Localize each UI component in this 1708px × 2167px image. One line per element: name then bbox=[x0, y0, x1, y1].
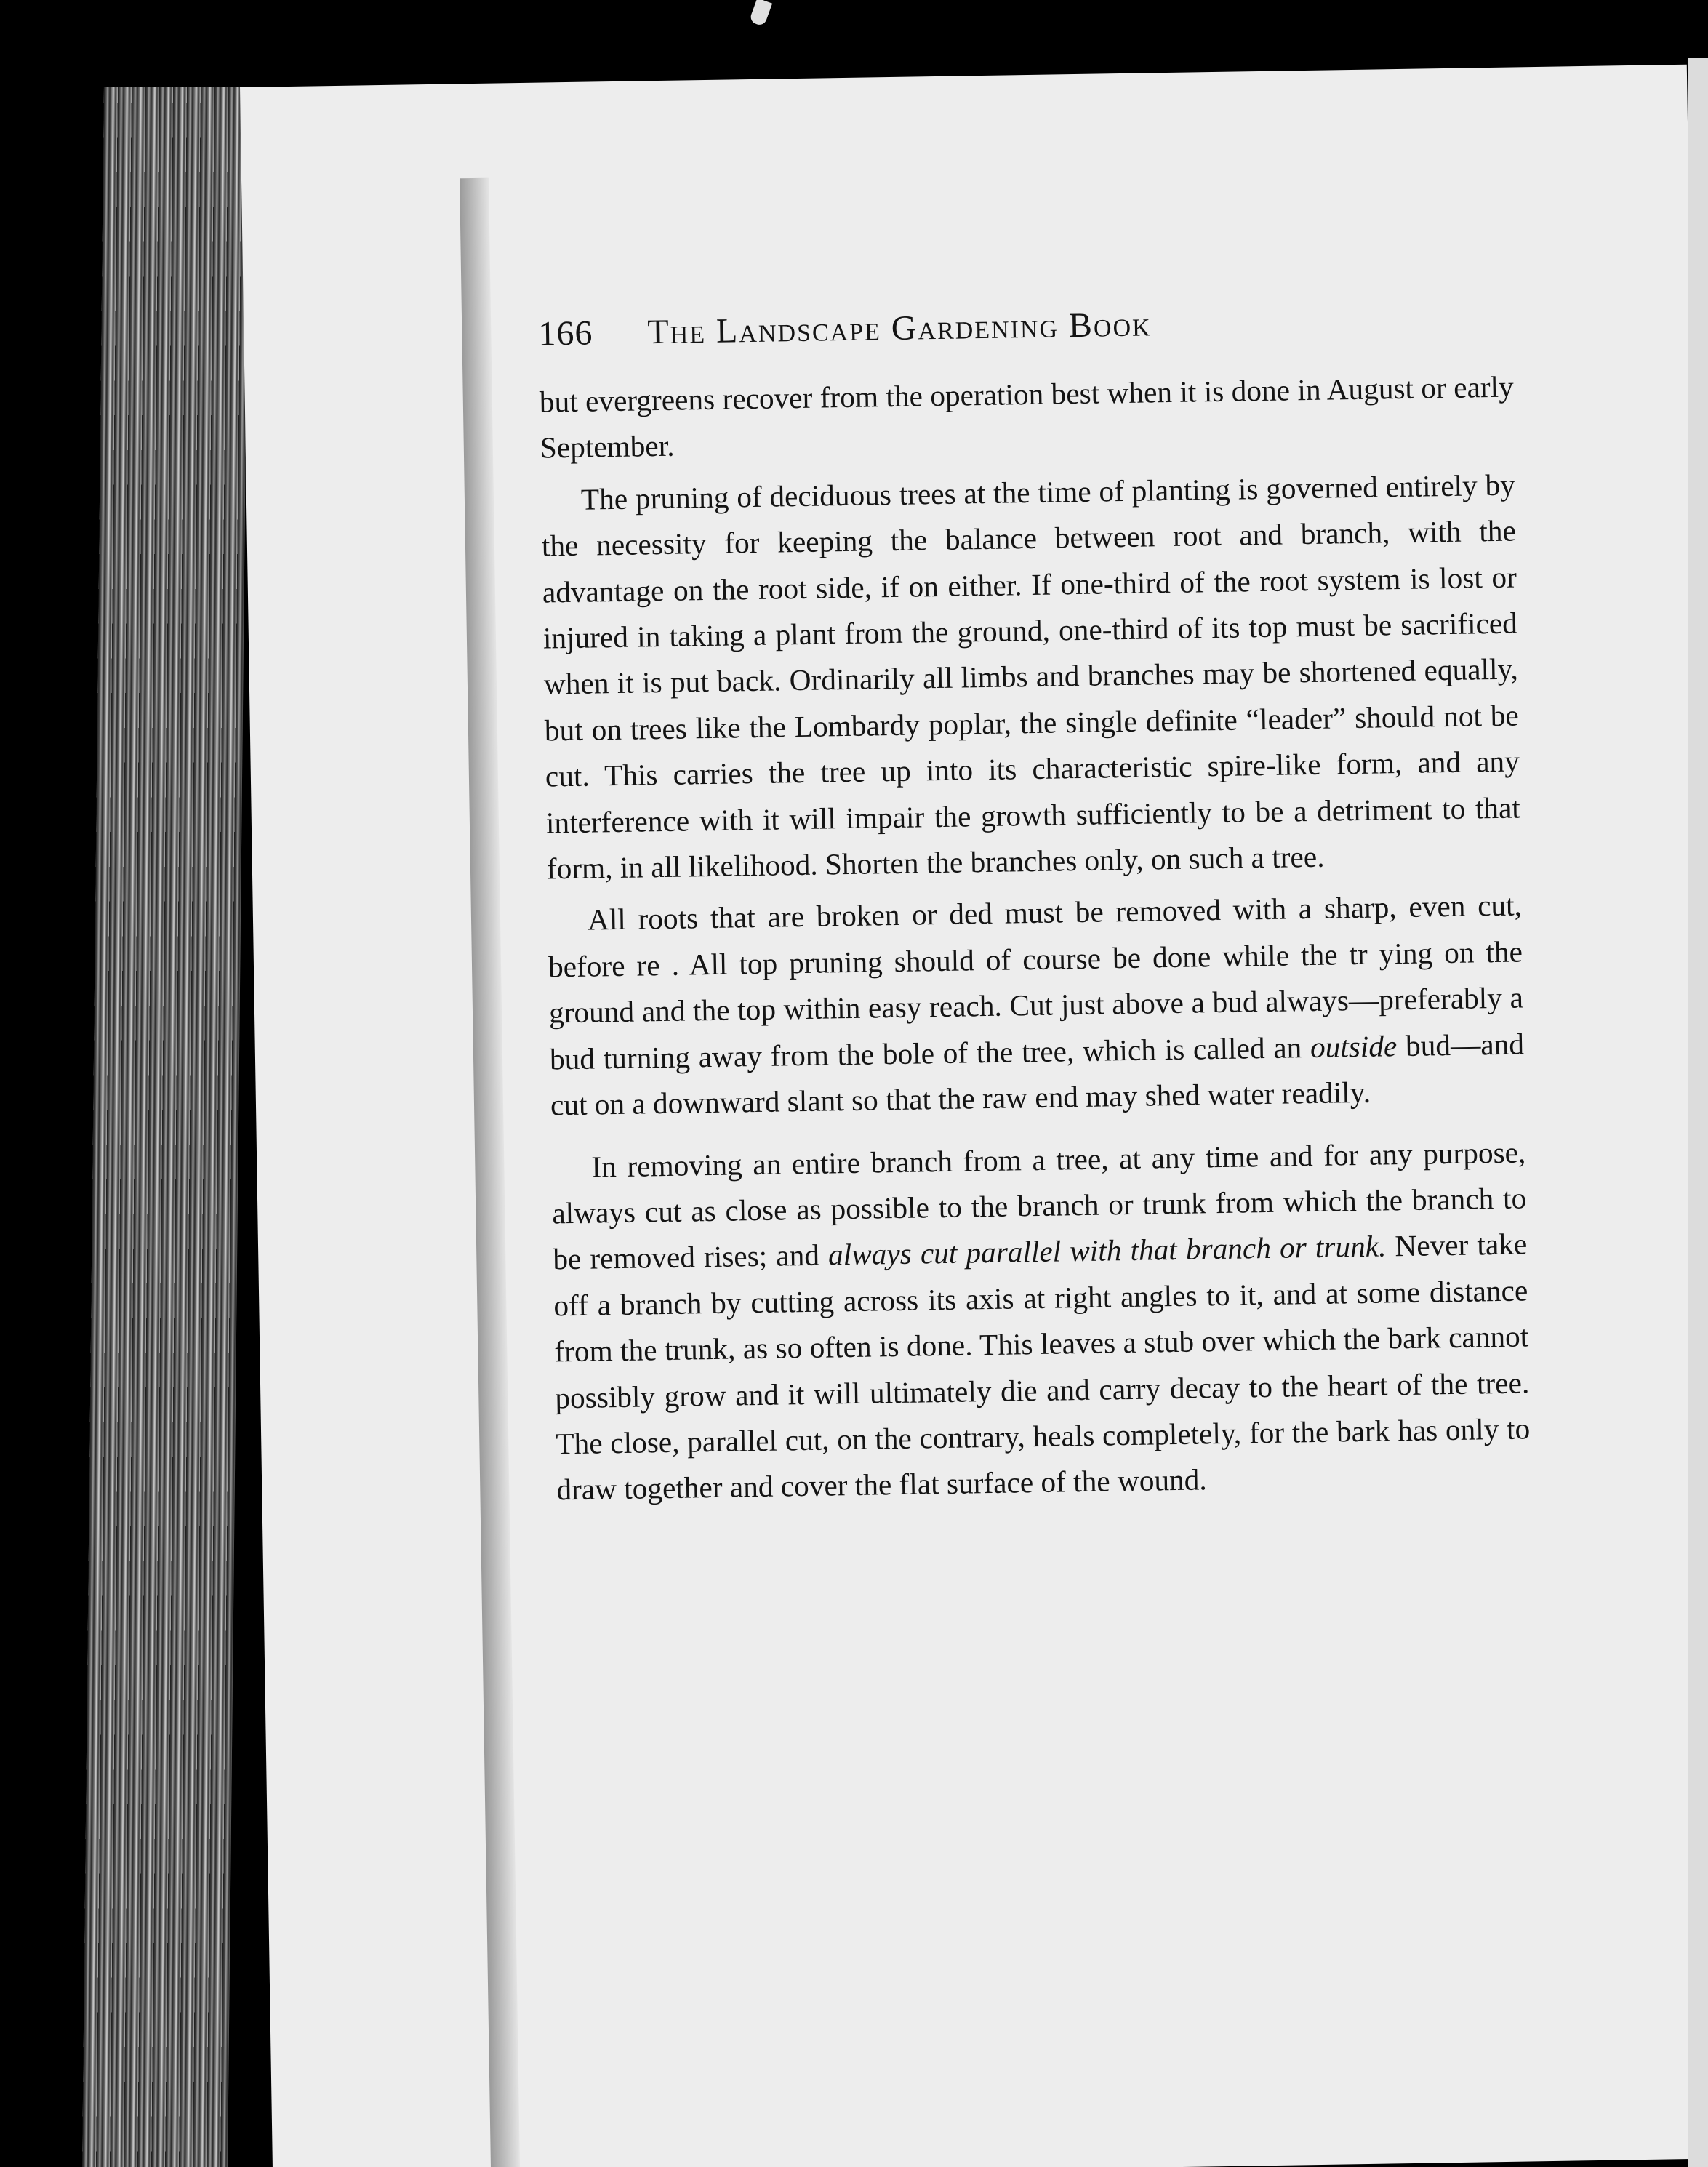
paragraph-removing-branch bbox=[551, 1129, 1531, 1513]
page-edges bbox=[82, 87, 249, 2167]
book-title: The Landscape Gardening Book bbox=[646, 305, 1152, 352]
paragraph-roots bbox=[548, 883, 1525, 1129]
paragraph-pruning-deciduous: The pruning of deciduous trees at the time of planting is governed entirely by the necessity for keeping the balance between root and branch, with the advantage on the root side, if on either. If one-third of the root system is lost or injured in taking a plant from the ground, one-third of its top must be sacrificed when it is put back. Ordinarily all limbs and branches may be shortened equally, but on trees like the Lombardy poplar, the single definite “leader” should not be cut. This carries the tree up into its characteristic spire-like form, and any interference with it will impair the growth sufficiently to be a detriment to that form, in all likelihood. Shorten the branches only, on such a tree. bbox=[541, 468, 1521, 886]
paragraph-roots-text: All roots that are broken or ded must be removed with a sharp, even cut, before re . All top pruning should of course be done while the tr ying on the ground and the top within easy reach. Cut just above a bud always—preferably a bud turning away from the bole of the tree, which is called an bbox=[548, 888, 1524, 1076]
italic-always-cut-parallel: always cut parallel with that branch or trunk. bbox=[827, 1229, 1387, 1272]
paragraph-removing-end: Never take off a branch by cutting across its axis at right angles to it, and at some distance from the trunk, as so often is done. This leaves a stub over which the bark cannot possibly grow and it will ultimately die and carry decay to the heart of the tree. The close, parallel cut, on the contrary, heals completely, for the bark has only to draw together and cover the flat surface of the wound. bbox=[553, 1227, 1531, 1507]
paper-page bbox=[240, 65, 1708, 2167]
italic-outside: outside bbox=[1310, 1028, 1398, 1064]
paragraph-roots-end: bud—and cut on a downward slant so that the raw end may shed water readily. bbox=[550, 1027, 1525, 1122]
right-page-edge bbox=[1688, 58, 1708, 2167]
paragraph-continued: but evergreens recover from the operation best when it is done in August or early September. bbox=[539, 369, 1515, 465]
page-number: 166 bbox=[537, 313, 593, 353]
paragraph-removing-text: In removing an entire branch from a tree, at any time and for any purpose, always cut as close as possible to the branch or trunk from which the branch to be removed rises; and bbox=[552, 1134, 1527, 1276]
running-head bbox=[538, 299, 1513, 372]
scan-speck bbox=[749, 0, 772, 27]
text-block bbox=[538, 299, 1531, 1514]
gutter-shadow bbox=[460, 178, 521, 2167]
